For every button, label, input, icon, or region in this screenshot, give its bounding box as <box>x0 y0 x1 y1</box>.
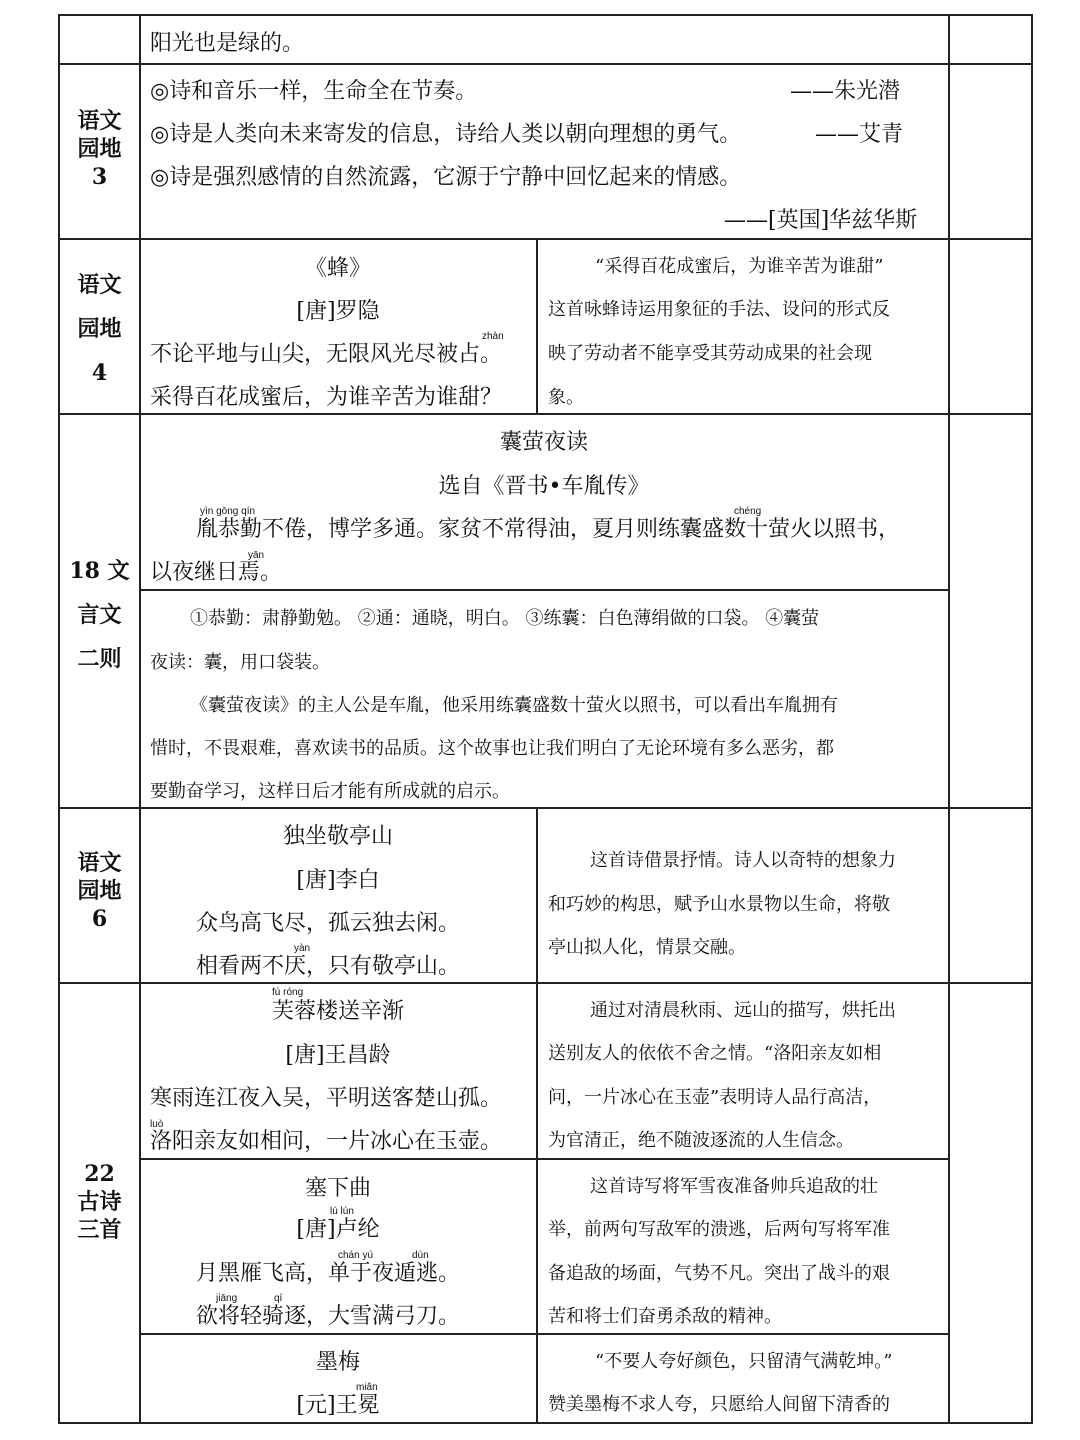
poem-line: 欲将轻骑逐，大雪满弓刀。 <box>196 1304 461 1329</box>
pinyin-annotation: lú lún <box>330 1206 354 1217</box>
grid-line <box>58 982 1033 984</box>
poem-author: [唐]李白 <box>296 868 380 893</box>
poem-line: 采得百花成蜜后，为谁辛苦为谁甜？ <box>150 385 503 410</box>
grid-line <box>536 239 538 414</box>
quote-line: ◎诗是人类向未来寄发的信息，诗给人类以朝向理想的勇气。 <box>150 122 742 147</box>
note-line: “采得百花成蜜后，为谁辛苦为谁甜” <box>595 256 884 277</box>
grid-line <box>139 14 141 1424</box>
row-label: 语文 园地 3 <box>77 108 122 190</box>
pinyin-annotation: zhàn <box>482 331 504 342</box>
pinyin-annotation: chán yú <box>338 1250 374 1261</box>
note-line: 这首咏蜂诗运用象征的手法、设问的形式反 <box>548 299 890 320</box>
grid-line <box>536 808 538 1424</box>
pinyin-annotation: yān <box>248 550 265 561</box>
note-line: 夜读：囊，用口袋装。 <box>150 652 330 673</box>
note-line: ①恭勤：肃静勤勉。 ②通：通晓，明白。 ③练囊：白色薄绢做的口袋。 ④囊萤 <box>190 608 820 629</box>
note-line: 备追敌的场面，气势不凡。突出了战斗的艰 <box>548 1263 890 1284</box>
note-line: 《囊萤夜读》的主人公是车胤，他采用练囊盛数十萤火以照书，可以看出车胤拥有 <box>190 695 838 716</box>
grid-line <box>139 1158 950 1160</box>
pinyin-annotation: chéng <box>734 506 762 517</box>
article-text: 胤恭勤不倦，博学多通。家贫不常得油，夏月则练囊盛数十萤火以照书， <box>196 517 901 542</box>
poem-title: 墨梅 <box>315 1350 360 1375</box>
note-line: 苦和将士们奋勇杀敌的精神。 <box>548 1306 782 1327</box>
note-line: 这首诗借景抒情。诗人以奇特的想象力 <box>590 850 896 871</box>
note-line: 映了劳动者不能享受其劳动成果的社会现 <box>548 343 872 364</box>
note-line: 举，前两句写敌军的溃逃，后两句写将军准 <box>548 1219 890 1240</box>
poem-title: 塞下曲 <box>304 1176 371 1201</box>
pinyin-annotation: jiāng <box>216 1293 238 1304</box>
note-line: 这首诗写将军雪夜准备帅兵追敌的壮 <box>590 1176 878 1197</box>
article-title: 囊萤夜读 <box>499 430 588 455</box>
note-line: 象。 <box>548 387 584 408</box>
note-line: 和巧妙的构思，赋予山水景物以生命，将敬 <box>548 894 890 915</box>
note-line: 要勤奋学习，这样日后才能有所成就的启示。 <box>150 781 510 802</box>
pinyin-annotation: miǎn <box>356 1382 378 1393</box>
grid-line <box>1031 14 1033 1424</box>
poem-line: 不论平地与山尖，无限风光尽被占。 <box>150 342 503 367</box>
grid-line <box>139 1333 950 1335</box>
pinyin-annotation: luò <box>150 1119 164 1130</box>
poem-title: 独坐敬亭山 <box>282 824 393 849</box>
note-line: 通过对清晨秋雨、远山的描写，烘托出 <box>590 1000 896 1021</box>
grid-line <box>139 589 950 591</box>
quote-line: ◎诗和音乐一样，生命全在节奏。 <box>150 79 478 104</box>
quote-author: ——朱光潜 <box>790 79 901 104</box>
pinyin-annotation: yàn <box>294 943 311 954</box>
grid-line <box>58 14 1033 16</box>
grid-line <box>58 413 1033 415</box>
note-line: 亭山拟人化，情景交融。 <box>548 937 746 958</box>
note-line: 送别友人的依依不舍之情。“洛阳亲友如相 <box>548 1043 882 1064</box>
article-source: 选自《晋书•车胤传》 <box>438 474 650 499</box>
poem-title: 《蜂》 <box>304 256 371 281</box>
row-label: 语文 园地 6 <box>77 850 122 932</box>
note-line: 问，一片冰心在玉壶”表明诗人品行高洁， <box>548 1087 882 1108</box>
grid-line <box>58 807 1033 809</box>
poem-author: [唐]罗隐 <box>296 299 380 324</box>
poem-author: [唐]卢纶 <box>296 1217 380 1242</box>
text-line: 阳光也是绿的。 <box>150 31 305 56</box>
quote-author: ——[英国]华兹华斯 <box>724 208 918 233</box>
note-line: 惜时，不畏艰难，喜欢读书的品质。这个故事也让我们明白了无论环境有多么恶劣，都 <box>150 738 834 759</box>
pinyin-annotation: fú róng <box>272 987 304 998</box>
poem-line: 众鸟高飞尽，孤云独去闲。 <box>196 911 461 936</box>
poem-line: 月黑雁飞高，单于夜遁逃。 <box>196 1261 461 1286</box>
note-line: 为官清正，绝不随波逐流的人生信念。 <box>548 1130 854 1151</box>
row-label: 18 文 言文 二则 <box>69 558 130 672</box>
pinyin-annotation: yìn gōng qín <box>200 506 256 517</box>
poem-author: [唐]王昌龄 <box>285 1043 391 1068</box>
grid-line <box>58 1422 1033 1424</box>
poem-author: [元]王冕 <box>296 1393 380 1418</box>
quote-line: ◎诗是强烈感情的自然流露，它源于宁静中回忆起来的情感。 <box>150 165 742 190</box>
quote-author: ——艾青 <box>815 122 904 147</box>
row-label: 语文 园地 4 <box>77 272 122 386</box>
row-label: 22 古诗 三首 <box>77 1161 122 1243</box>
grid-line <box>948 14 950 1424</box>
poem-line: 寒雨连江夜入吴，平明送客楚山孤。 <box>150 1086 503 1111</box>
poem-title: 芙蓉楼送辛渐 <box>271 999 404 1024</box>
article-text: 以夜继日焉。 <box>150 560 283 585</box>
grid-line <box>58 63 1033 65</box>
poem-line: 相看两不厌，只有敬亭山。 <box>196 954 461 979</box>
note-line: 赞美墨梅不求人夸，只愿给人间留下清香的 <box>548 1394 890 1415</box>
poem-line: 洛阳亲友如相问，一片冰心在玉壶。 <box>150 1129 503 1154</box>
pinyin-annotation: qí <box>274 1293 283 1304</box>
note-line: “不要人夸好颜色，只留清气满乾坤。” <box>595 1351 893 1372</box>
grid-line <box>58 238 1033 240</box>
pinyin-annotation: dùn <box>412 1250 429 1261</box>
